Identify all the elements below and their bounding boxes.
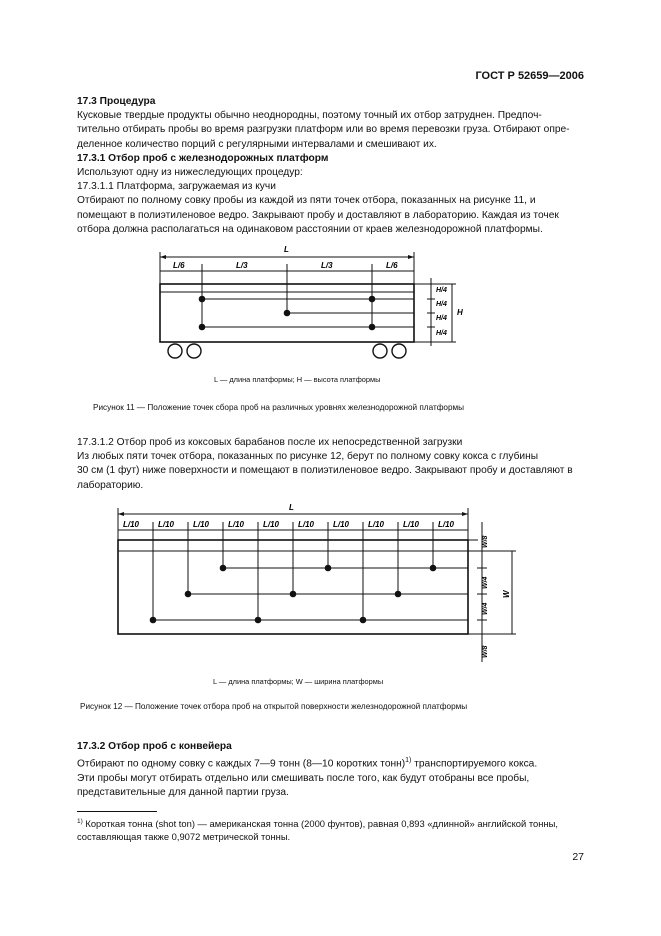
- paragraph-line: деленное количество порций с регулярными интервалами и смешивают их.: [77, 138, 437, 150]
- label-W8: W/8: [482, 535, 489, 548]
- figure-11-caption: Рисунок 11 — Положение точек сбора проб на различных уровнях железнодорожной платформы: [93, 403, 465, 412]
- section-17-3-2: [77, 740, 583, 800]
- section-17-3: [77, 95, 583, 237]
- item-title: 17.3.1.2 Отбор проб из коксовых барабанов после их непосредственной загрузки: [77, 437, 463, 448]
- label-L10: L/10: [403, 520, 420, 529]
- label-H4: H/4: [436, 330, 447, 337]
- paragraph-line: Используют одну из нижеследующих процедур:: [77, 167, 303, 179]
- label-H4: H/4: [436, 315, 447, 322]
- paragraph-line: 30 см (1 фут) ниже поверхности и помещают в полиэтиленовое ведро. Закрывают пробу и доставляют в: [77, 465, 573, 477]
- footnote-rule: [77, 811, 157, 812]
- paragraph-line: Эти пробы могут отбирать отдельно или смешивать после того, как будут отобраны все пробы,: [77, 772, 530, 784]
- paragraph-line: Кусковые твердые продукты обычно неоднородны, поэтому точный их отбор затруднен. Предпоч-: [77, 110, 542, 122]
- figure-12-caption: Рисунок 12 — Положение точек отбора проб на открытой поверхности железнодорожной платформы: [80, 702, 468, 711]
- label-L10: L/10: [298, 520, 315, 529]
- paragraph-line: Из любых пяти точек отбора, показанных по рисунке 12, берут по полному совку кокса с глубины: [77, 451, 539, 463]
- standard-header: ГОСТ Р 52659—2006: [475, 70, 584, 82]
- paragraph-line: отбора должна располагаться на одинаковом расстоянии от краев железнодорожной платформы.: [77, 223, 543, 235]
- footnote-mark: 1): [77, 818, 83, 825]
- label-L10: L/10: [438, 520, 455, 529]
- line-text: транспортируемого кокса.: [411, 758, 538, 770]
- label-L: L: [289, 503, 294, 512]
- label-W4: W/4: [482, 602, 489, 615]
- item-title: 17.3.1.1 Платформа, загружаемая из кучи: [77, 181, 276, 193]
- footnote-text: Короткая тонна (shot ton) — американская тонна (2000 фунтов), равная 0,893 «длинной» английской тонны,: [82, 818, 558, 830]
- paragraph-line: [77, 754, 583, 772]
- page-number: 27: [572, 851, 584, 863]
- footnote-ref: 1): [405, 757, 412, 765]
- label-L10: L/10: [228, 520, 245, 529]
- label-W: W: [502, 590, 511, 598]
- label-L6: L/6: [386, 261, 398, 270]
- label-L10: L/10: [368, 520, 385, 529]
- item-17-3-1-2: [77, 436, 583, 493]
- paragraph-line: лабораторию.: [77, 479, 144, 491]
- label-L10: L/10: [193, 520, 210, 529]
- figure-11-diagram: [150, 240, 480, 370]
- label-H: H: [457, 308, 463, 317]
- label-L6: L/6: [173, 261, 185, 270]
- paragraph-line: представительные для данной партии груза.: [77, 787, 289, 798]
- label-L10: L/10: [123, 520, 140, 529]
- label-H4: H/4: [436, 287, 447, 294]
- label-L3: L/3: [321, 261, 333, 270]
- label-H4: H/4: [436, 301, 447, 308]
- label-L10: L/10: [333, 520, 350, 529]
- line-text: Отбирают по одному совку с каждых 7—9 тонн (8—10 коротких тонн): [77, 758, 406, 770]
- paragraph-line: помещают в полиэтиленовое ведро. Закрывают пробу и доставляют в лабораторию. Каждая из точек: [77, 209, 559, 221]
- footnote-line: составляющая также 0,9072 метрической тонны.: [77, 831, 291, 843]
- footnote: [77, 815, 583, 843]
- label-L3: L/3: [236, 261, 248, 270]
- figure-12-legend: L — длина платформы; W — ширина платформы: [213, 677, 384, 686]
- figure-12-diagram: [112, 500, 522, 670]
- section-title: 17.3.2 Отбор проб с конвейера: [77, 741, 232, 752]
- figure-11-legend: L — длина платформы; H — высота платформы: [214, 375, 381, 384]
- label-L10: L/10: [263, 520, 280, 529]
- label-L10: L/10: [158, 520, 175, 529]
- footnote-line: [77, 815, 583, 830]
- paragraph-line: тительно отбирать пробы во время разгрузки платформ или во время перевозки груза. Отбирают опре-: [77, 124, 570, 136]
- paragraph-line: Отбирают по полному совку пробы из каждой из пяти точек отбора, показанных на рисунке 11, и: [77, 195, 536, 207]
- label-W4: W/4: [482, 576, 489, 589]
- label-W8: W/8: [482, 645, 489, 658]
- section-title: 17.3 Процедура: [77, 96, 156, 107]
- subsection-title: 17.3.1 Отбор проб с железнодорожных платформ: [77, 152, 329, 164]
- label-L: L: [284, 245, 289, 254]
